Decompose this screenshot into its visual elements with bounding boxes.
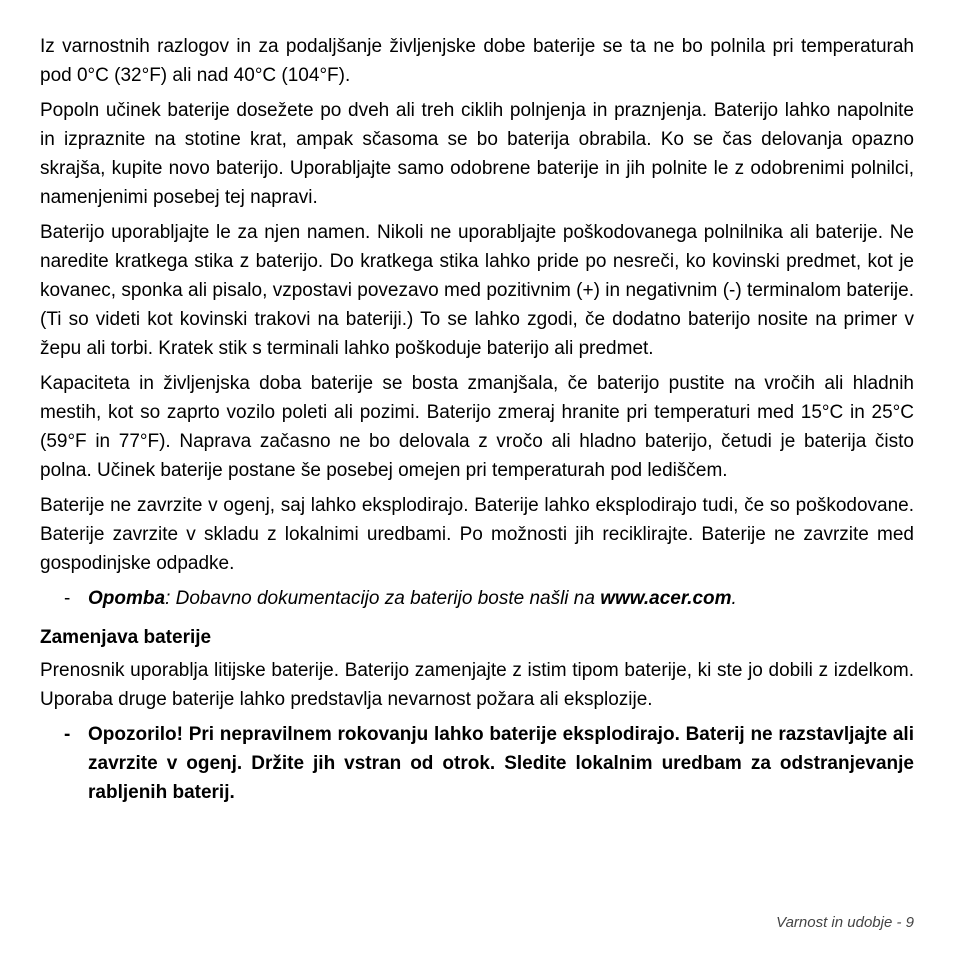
paragraph-capacity-temperature: Kapaciteta in življenjska doba baterije se bosta zmanjšala, če baterijo pustite na vročih ali hladnih mestih, kot so zaprto vozilo poleti ali pozimi. Baterijo zmeraj hranite pri temperaturi med 15°C in 25°C (59°F in 77°F). Naprava začasno ne bo delovala z vročo ali hladno baterijo, četudi je baterija čisto polna. Učinek baterije postane še posebej omejen pri temperaturah pod lediščem. bbox=[40, 373, 914, 481]
note-item bbox=[40, 584, 914, 613]
note-label: Opomba bbox=[88, 588, 166, 609]
paragraph-temperature-charging: Iz varnostnih razlogov in za podaljšanje življenjske dobe baterije se ta ne bo polnila pri temperaturah pod 0°C (32°F) ali nad 40°C (104°F). bbox=[40, 36, 914, 86]
note-link[interactable]: www.acer.com bbox=[600, 588, 732, 609]
page-footer: Varnost in udobje - 9 bbox=[776, 914, 914, 931]
paragraph-disposal: Baterije ne zavrzite v ogenj, saj lahko eksplodirajo. Baterije lahko eksplodirajo tudi, če so poškodovane. Baterije zavrzite v skladu z lokalnimi uredbami. Po možnosti jih reciklirajte. Baterije ne zavrzite med gospodinjske odpadke. bbox=[40, 495, 914, 574]
warning-text: Opozorilo! Pri nepravilnem rokovanju lahko baterije eksplodirajo. Baterij ne razstavljajte ali zavrzite v ogenj. Držite jih vstran od otrok. Sledite lokalnim uredbam za odstranjevanje rabljenih baterij. bbox=[88, 724, 914, 803]
paragraph-replacement: Prenosnik uporablja litijske baterije. Baterijo zamenjajte z istim tipom baterije, ki ste jo dobili z izdelkom. Uporaba druge baterije lahko predstavlja nevarnost požara ali eksplozije. bbox=[40, 660, 914, 710]
paragraph-battery-cycles: Popoln učinek baterije dosežete po dveh ali treh ciklih polnjenja in praznjenja. Baterijo lahko napolnite in izpraznite na stotine krat, ampak sčasoma se bo baterija obrabila. Ko se čas delovanja opazno skrajša, kupite novo baterijo. Uporabljajte samo odobrene baterije in jih polnite le z odobrenimi polnilci, namenjenimi posebej tej napravi. bbox=[40, 100, 914, 208]
note-text: : Dobavno dokumentacijo za baterijo boste našli na bbox=[165, 588, 601, 609]
section-heading: Zamenjava baterije bbox=[40, 627, 212, 648]
warning-dash: - bbox=[64, 724, 71, 745]
document-body bbox=[40, 32, 914, 807]
paragraph-short-circuit: Baterijo uporabljajte le za njen namen. Nikoli ne uporabljajte poškodovanega polnilnika ali baterije. Ne naredite kratkega stika z baterijo. Do kratkega stika lahko pride po nesreči, ko kovinski predmet, kot je kovanec, sponka ali pisalo, vzpostavi povezavo med pozitivnim (+) in negativnim (-) terminalom baterije. (Ti so videti kot kovinski trakovi na bateriji.) To se lahko zgodi, če dodatno baterijo nosite na primer v žepu ali torbi. Kratek stik s terminali lahko poškoduje baterijo ali predmet. bbox=[40, 222, 914, 359]
warning-item bbox=[40, 720, 914, 807]
note-dash: - bbox=[64, 588, 71, 609]
note-end: . bbox=[731, 588, 737, 609]
